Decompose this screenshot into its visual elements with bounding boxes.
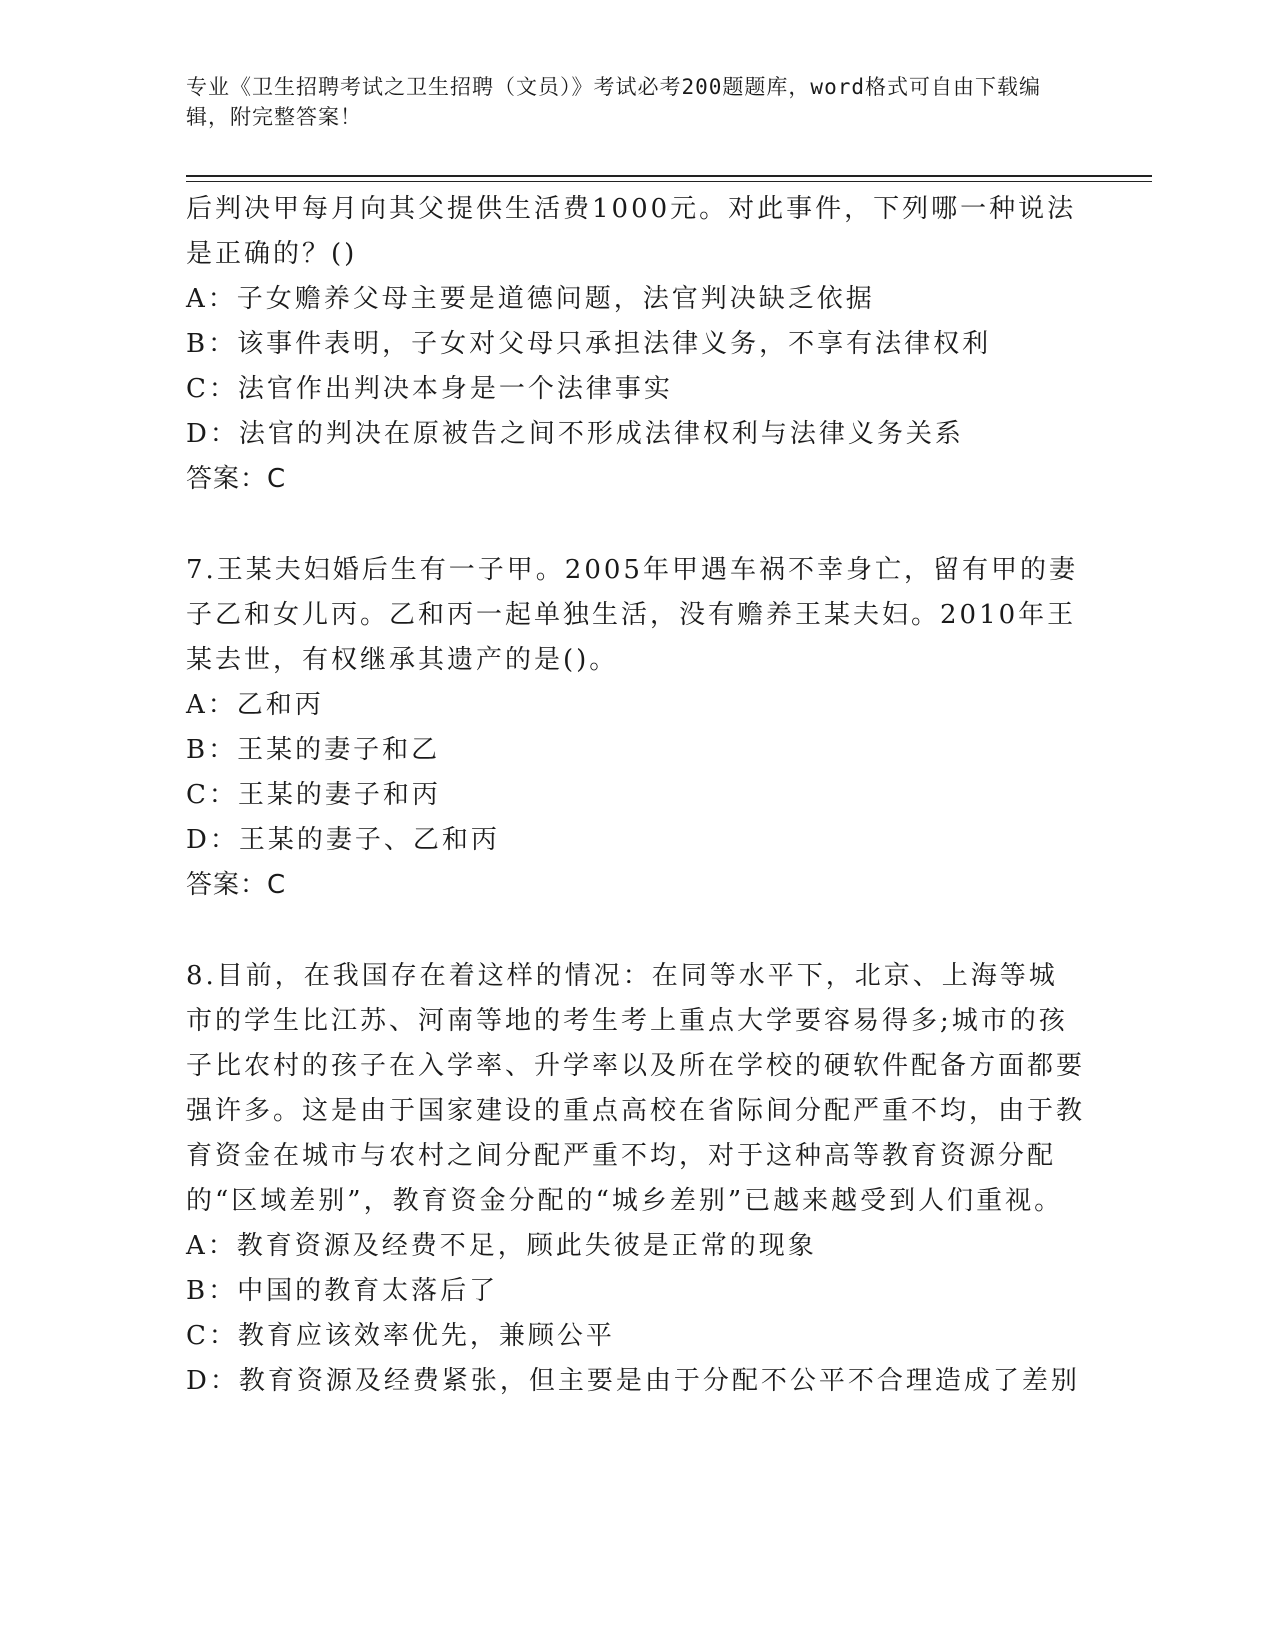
question-stem: 7.王某夫妇婚后生有一子甲。2005年甲遇车祸不幸身亡，留有甲的妻子乙和女儿丙。乙和丙一起单独生活，没有赡养王某夫妇。2010年王某去世，有权继承其遗产的是()。 — [186, 555, 1078, 675]
question-6 — [186, 187, 1086, 502]
option-c: C：教育应该效率优先，兼顾公平 — [186, 1321, 615, 1351]
section-gap — [186, 908, 1086, 954]
answer-line: 答案：C — [186, 464, 287, 494]
question-stem: 后判决甲每月向其父提供生活费1000元。对此事件，下列哪一种说法是正确的？() — [186, 194, 1077, 269]
question-8 — [186, 954, 1086, 1404]
option-d: D：王某的妻子、乙和丙 — [186, 825, 500, 855]
option-b: B：中国的教育太落后了 — [186, 1276, 499, 1306]
option-c: C：王某的妻子和丙 — [186, 780, 441, 810]
answer-line: 答案：C — [186, 870, 287, 900]
document-body — [186, 187, 1086, 1404]
question-stem: 8.目前，在我国存在着这样的情况：在同等水平下，北京、上海等城市的学生比江苏、河南等地的考生考上重点大学要容易得多;城市的孩子比农村的孩子在入学率、升学率以及所在学校的硬软件配备方面都要强许多。这是由于国家建设的重点高校在省际间分配严重不均，由于教育资金在城市与农村之间分配严重不均，对于这种高等教育资源分配的“区域差别”，教育资金分配的“城乡差别”已越来越受到人们重视。 — [186, 961, 1086, 1216]
section-gap — [186, 502, 1086, 548]
option-b: B：王某的妻子和乙 — [186, 735, 441, 765]
option-a: A：乙和丙 — [186, 690, 324, 720]
option-c: C：法官作出判决本身是一个法律事实 — [186, 374, 673, 404]
option-d: D：法官的判决在原被告之间不形成法律权利与法律义务关系 — [186, 419, 964, 449]
header-rule-thick — [186, 175, 1152, 177]
option-a: A：教育资源及经费不足，顾此失彼是正常的现象 — [186, 1231, 817, 1261]
question-7 — [186, 548, 1086, 908]
option-b: B：该事件表明，子女对父母只承担法律义务，不享有法律权利 — [186, 329, 992, 359]
header-rule-thin — [186, 181, 1152, 182]
option-d: D：教育资源及经费紧张，但主要是由于分配不公平不合理造成了差别 — [186, 1366, 1080, 1396]
option-a: A：子女赡养父母主要是道德问题，法官判决缺乏依据 — [186, 284, 875, 314]
page-header: 专业《卫生招聘考试之卫生招聘（文员）》考试必考200题题库，word格式可自由下载编辑，附完整答案！ — [186, 75, 1041, 129]
